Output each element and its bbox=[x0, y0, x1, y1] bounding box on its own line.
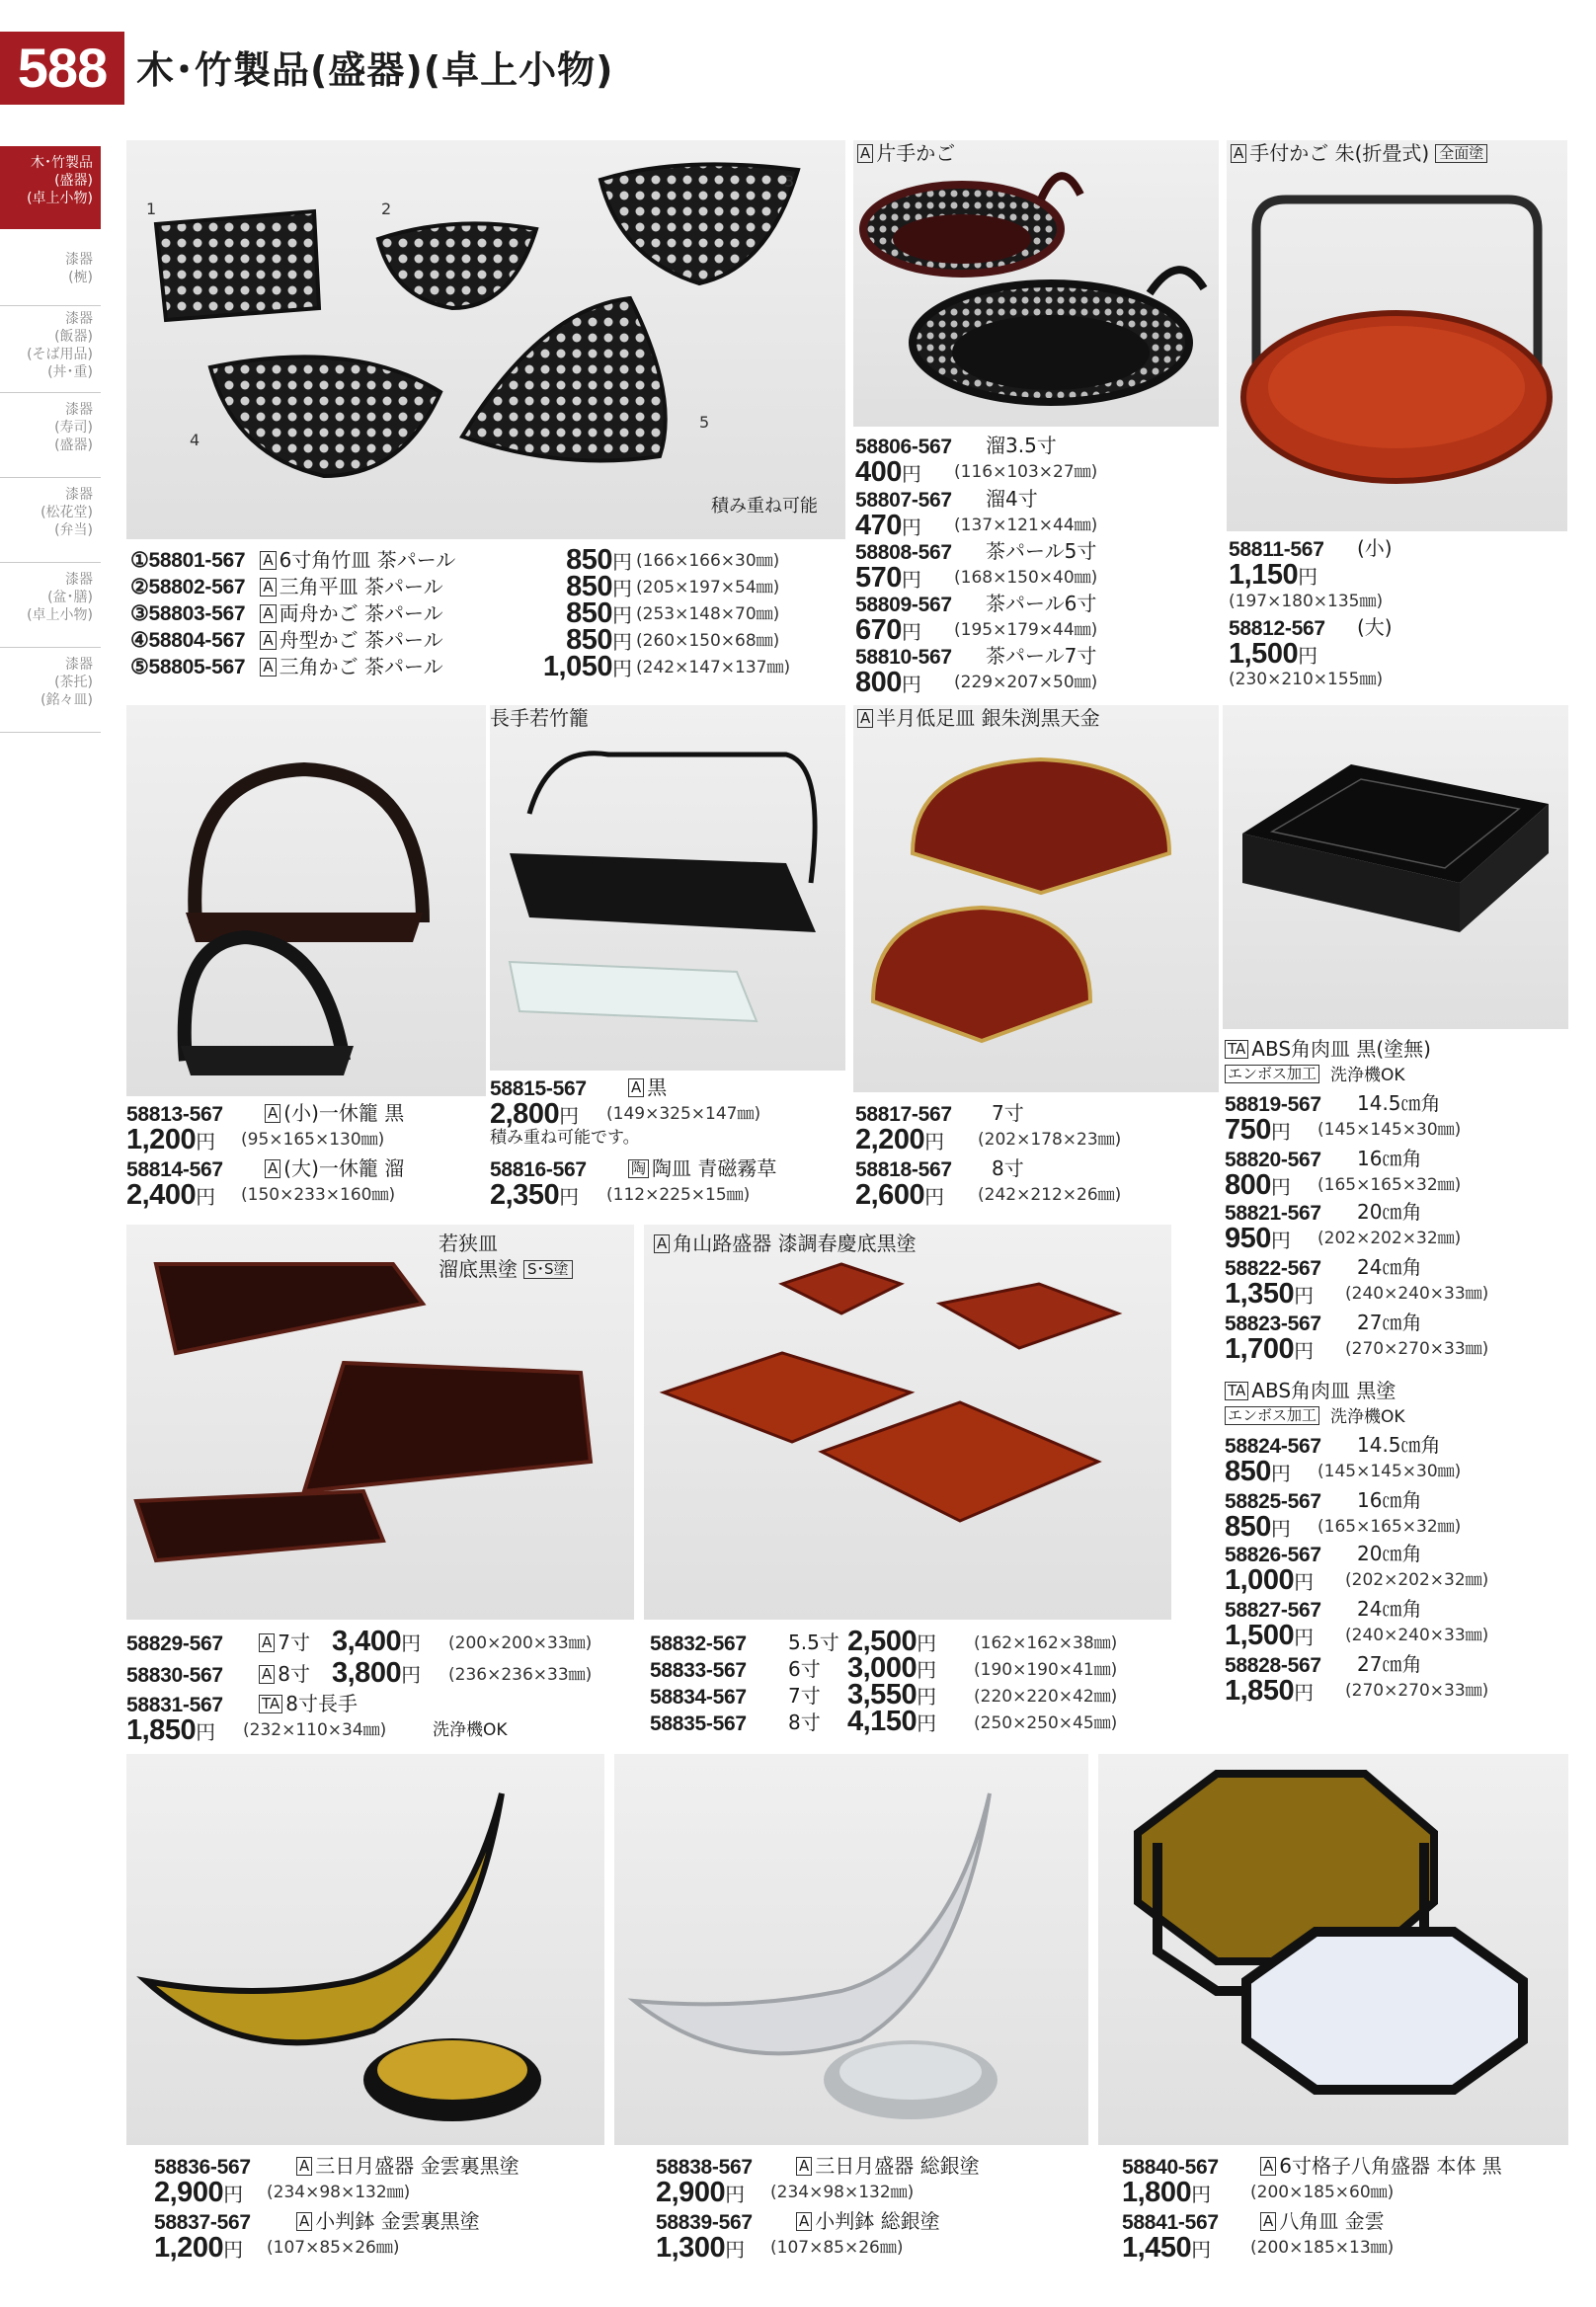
sidebar-label: (茶托) bbox=[54, 675, 93, 690]
product-price: 2,400円 bbox=[126, 1179, 216, 1211]
grade-tag: TA bbox=[259, 1695, 282, 1713]
sidebar-label: 漆器 bbox=[65, 402, 93, 418]
sidebar-label: 漆器 bbox=[65, 572, 93, 588]
caption-text: 半月低足皿 銀朱渕黒天金 bbox=[876, 706, 1100, 730]
product-desc: 溜4寸 bbox=[986, 487, 1038, 511]
sidebar-label: (卓上小物) bbox=[27, 191, 93, 206]
product-dim: (162×162×38㎜) bbox=[974, 1633, 1118, 1653]
grade-tag: A bbox=[259, 1665, 275, 1684]
grade-tag: A bbox=[260, 658, 276, 676]
product-dim: (168×150×40㎜) bbox=[954, 568, 1098, 588]
nagate-basket-photo bbox=[490, 705, 845, 1071]
product-code: 58823-567 bbox=[1225, 1313, 1321, 1335]
product-price: 1,200円 bbox=[126, 1124, 216, 1155]
product-dim: (112×225×15㎜) bbox=[606, 1185, 751, 1205]
product-price: 800円 bbox=[855, 667, 921, 698]
product-dim: (253×148×70㎜) bbox=[636, 604, 780, 624]
product-price: 400円 bbox=[855, 456, 921, 488]
photo-number: 4 bbox=[190, 431, 200, 449]
sidebar-label: (松花堂) bbox=[40, 505, 93, 520]
product-row bbox=[130, 603, 443, 624]
sidebar-label: (盆･膳) bbox=[47, 590, 93, 605]
abs-painted-features bbox=[1225, 1406, 1405, 1426]
product-code: 58828-567 bbox=[1225, 1654, 1321, 1677]
nagate-caption: 長手若竹籠 bbox=[490, 706, 589, 730]
product-row bbox=[130, 657, 443, 677]
product-desc: A 7寸 bbox=[259, 1632, 310, 1652]
product-code: 58814-567 bbox=[126, 1158, 223, 1181]
product-desc: 16㎝角 bbox=[1357, 1147, 1422, 1170]
grade-tag: A bbox=[1260, 2212, 1276, 2231]
product-desc: A (大)一休籠 溜 bbox=[265, 1158, 404, 1178]
product-desc: A 小判鉢 総銀塗 bbox=[796, 2211, 940, 2231]
product-note: 洗浄機OK bbox=[433, 1720, 508, 1740]
product-code: 58810-567 bbox=[855, 646, 952, 669]
product-dim: (165×165×32㎜) bbox=[1317, 1175, 1462, 1195]
product-code: 58829-567 bbox=[126, 1632, 223, 1655]
product-dim: (145×145×30㎜) bbox=[1317, 1462, 1462, 1481]
product-desc: 24㎝角 bbox=[1357, 1597, 1422, 1621]
product-desc: 6寸 bbox=[788, 1657, 821, 1681]
product-dim: (270×270×33㎜) bbox=[1345, 1681, 1489, 1701]
grade-tag: A bbox=[654, 1234, 670, 1253]
product-dim: (165×165×32㎜) bbox=[1317, 1517, 1462, 1537]
product-price: 850円 bbox=[1225, 1511, 1291, 1543]
product-dim: (232×110×34㎜) bbox=[243, 1720, 387, 1740]
product-code: 58841-567 bbox=[1122, 2211, 1219, 2234]
product-dim: (229×207×50㎜) bbox=[954, 673, 1098, 692]
product-code: 58813-567 bbox=[126, 1103, 223, 1126]
product-code: 58840-567 bbox=[1122, 2156, 1219, 2179]
product-code: ⑤58805-567 bbox=[130, 656, 246, 678]
grade-tag: A bbox=[260, 551, 276, 570]
product-code: 58830-567 bbox=[126, 1664, 223, 1687]
product-dim: (230×210×155㎜) bbox=[1229, 670, 1384, 689]
product-desc: A 舟型かご 茶パール bbox=[260, 628, 442, 652]
sidebar-item-wood-bamboo[interactable] bbox=[0, 146, 101, 229]
stackable-note: 積み重ね可能 bbox=[711, 496, 818, 517]
wash-note: 洗浄機OK bbox=[1330, 1407, 1405, 1427]
tetsuki-caption bbox=[1231, 140, 1487, 166]
katate-kago-photo bbox=[853, 140, 1219, 427]
product-dim: (202×178×23㎜) bbox=[978, 1130, 1122, 1150]
abs-unpainted-caption bbox=[1225, 1039, 1431, 1059]
product-desc: A 小判鉢 金雲裏黒塗 bbox=[296, 2211, 480, 2231]
grade-tag: A bbox=[857, 709, 873, 728]
product-desc: 溜3.5寸 bbox=[986, 434, 1057, 457]
product-code: 58815-567 bbox=[490, 1077, 587, 1100]
sidebar-item-lacquer-rice[interactable] bbox=[0, 306, 101, 393]
caption-text: 角山路盛器 漆調春慶底黒塗 bbox=[673, 1232, 917, 1255]
sidebar-item-lacquer-saucer[interactable] bbox=[0, 648, 101, 733]
product-dim: (197×180×135㎜) bbox=[1229, 592, 1384, 611]
photo-number: 5 bbox=[699, 413, 710, 432]
product-dim: (242×212×26㎜) bbox=[978, 1185, 1122, 1205]
product-dim: (95×165×130㎜) bbox=[241, 1130, 385, 1150]
sidebar-label: 漆器 bbox=[65, 311, 93, 327]
product-code: 58834-567 bbox=[650, 1686, 747, 1709]
sidebar-label: 漆器 bbox=[65, 657, 93, 673]
product-dim: (242×147×137㎜) bbox=[636, 658, 791, 677]
product-code: 58826-567 bbox=[1225, 1544, 1321, 1566]
product-code: 58818-567 bbox=[855, 1158, 952, 1181]
product-dim: (145×145×30㎜) bbox=[1317, 1120, 1462, 1140]
product-row bbox=[130, 550, 455, 571]
product-price: 1,000円 bbox=[1225, 1564, 1315, 1596]
sidebar-label: (銘々皿) bbox=[40, 692, 93, 708]
product-desc: A 6寸角竹皿 茶パール bbox=[260, 548, 455, 572]
product-desc: 8寸 bbox=[992, 1156, 1024, 1180]
page-title: 木･竹製品(盛器)(卓上小物) bbox=[136, 48, 614, 92]
product-code: ①58801-567 bbox=[130, 549, 246, 572]
product-code: 58825-567 bbox=[1225, 1490, 1321, 1513]
product-dim: (107×85×26㎜) bbox=[770, 2238, 904, 2258]
page-number: 588 bbox=[0, 32, 124, 105]
product-desc: 24㎝角 bbox=[1357, 1255, 1422, 1279]
product-desc: 14.5㎝角 bbox=[1357, 1433, 1441, 1457]
product-dim: (195×179×44㎜) bbox=[954, 620, 1098, 640]
product-price: 2,500円 bbox=[847, 1626, 937, 1657]
photo-number: 3 bbox=[784, 172, 795, 191]
abs-plate-photo bbox=[1223, 705, 1568, 1029]
product-desc: A 三角かご 茶パール bbox=[260, 655, 442, 678]
product-code: 58816-567 bbox=[490, 1158, 587, 1181]
photo-number: 1 bbox=[146, 199, 157, 218]
grade-tag: A bbox=[296, 2212, 312, 2231]
product-code: 58837-567 bbox=[154, 2211, 251, 2234]
product-code: 58832-567 bbox=[650, 1632, 747, 1655]
product-code: 58819-567 bbox=[1225, 1093, 1321, 1116]
product-dim: (202×202×32㎜) bbox=[1317, 1229, 1462, 1248]
product-price: 1,150円 bbox=[1229, 559, 1318, 591]
product-desc: A 八角皿 金雲 bbox=[1260, 2211, 1385, 2231]
product-code: 58839-567 bbox=[656, 2211, 753, 2234]
product-price: 2,800円 bbox=[490, 1098, 580, 1130]
product-price: 2,900円 bbox=[656, 2177, 746, 2208]
product-desc: 20㎝角 bbox=[1357, 1200, 1422, 1224]
emboss-tag: エンボス加工 bbox=[1225, 1065, 1319, 1083]
grade-tag: 陶 bbox=[628, 1159, 649, 1178]
product-dim: (202×202×32㎜) bbox=[1345, 1570, 1489, 1590]
grade-tag: A bbox=[259, 1633, 275, 1652]
product-code: 58833-567 bbox=[650, 1659, 747, 1682]
product-code: 58822-567 bbox=[1225, 1257, 1321, 1280]
product-dim: (166×166×30㎜) bbox=[636, 551, 780, 571]
product-desc: TA 8寸長手 bbox=[259, 1694, 358, 1713]
hakkaku-box-photo bbox=[1098, 1754, 1568, 2145]
product-code: 58807-567 bbox=[855, 489, 952, 512]
grade-tag: A bbox=[260, 631, 276, 650]
sidebar-item-lacquer-sushi[interactable] bbox=[0, 393, 101, 478]
product-desc: 7寸 bbox=[992, 1101, 1024, 1125]
product-dim: (150×233×160㎜) bbox=[241, 1185, 396, 1205]
product-code: 58806-567 bbox=[855, 436, 952, 458]
finish-tag: S･S塗 bbox=[523, 1260, 573, 1279]
product-dim: (234×98×132㎜) bbox=[267, 2183, 411, 2202]
product-price: 1,800円 bbox=[1122, 2177, 1212, 2208]
abs-painted-caption bbox=[1225, 1381, 1396, 1400]
product-dim: (250×250×45㎜) bbox=[974, 1713, 1118, 1733]
product-code: 58836-567 bbox=[154, 2156, 251, 2179]
sidebar-label: (盛器) bbox=[54, 173, 93, 189]
product-price: 3,800円 bbox=[332, 1657, 422, 1689]
wakasa-caption-2 bbox=[439, 1256, 573, 1282]
product-row bbox=[130, 630, 443, 651]
product-code: 58811-567 bbox=[1229, 538, 1324, 561]
product-desc: A 三角平皿 茶パール bbox=[260, 575, 442, 598]
product-price: 1,700円 bbox=[1225, 1333, 1315, 1365]
product-desc: A 8寸 bbox=[259, 1664, 310, 1684]
product-code: ④58804-567 bbox=[130, 629, 246, 652]
product-dim: (200×185×60㎜) bbox=[1250, 2183, 1395, 2202]
grade-tag: A bbox=[796, 2212, 812, 2231]
sidebar-label: (そば用品) bbox=[27, 347, 93, 362]
product-price: 4,150円 bbox=[847, 1706, 937, 1737]
caption-text: ABS角肉皿 黒塗 bbox=[1251, 1379, 1396, 1402]
product-desc: A 黒 bbox=[628, 1077, 667, 1097]
mikazuki-silver-photo bbox=[614, 1754, 1088, 2145]
sidebar-label: (丼･重) bbox=[47, 364, 93, 380]
grade-tag: A bbox=[628, 1078, 644, 1097]
product-code: 58820-567 bbox=[1225, 1149, 1321, 1171]
product-dim: (200×200×33㎜) bbox=[448, 1633, 593, 1653]
product-dim: (270×270×33㎜) bbox=[1345, 1339, 1489, 1359]
wakasa-plate-photo bbox=[126, 1225, 634, 1620]
product-desc: A 三日月盛器 金雲裏黒塗 bbox=[296, 2156, 519, 2176]
product-desc: 茶パール5寸 bbox=[986, 539, 1097, 563]
hangetsu-plate-photo bbox=[853, 705, 1219, 1092]
product-dim: (137×121×44㎜) bbox=[954, 516, 1098, 535]
sidebar-item-lacquer-bento[interactable] bbox=[0, 478, 101, 563]
product-note: 積み重ね可能です。 bbox=[490, 1128, 640, 1148]
mikazuki-gold-photo bbox=[126, 1754, 604, 2145]
product-desc: 20㎝角 bbox=[1357, 1542, 1422, 1565]
grade-tag: TA bbox=[1225, 1382, 1248, 1400]
product-price: 850円 bbox=[1225, 1456, 1291, 1487]
product-desc: 14.5㎝角 bbox=[1357, 1091, 1441, 1115]
product-price: 850円 bbox=[566, 624, 632, 656]
product-row bbox=[130, 577, 443, 597]
product-desc: 27㎝角 bbox=[1357, 1311, 1422, 1334]
product-desc: 茶パール6寸 bbox=[986, 592, 1097, 615]
caption-text: ABS角肉皿 黒(塗無) bbox=[1251, 1037, 1431, 1061]
product-price: 1,450円 bbox=[1122, 2232, 1212, 2264]
product-code: 58827-567 bbox=[1225, 1599, 1321, 1622]
sidebar-label: (盛器) bbox=[54, 438, 93, 453]
tetsuki-kago-photo bbox=[1227, 140, 1567, 531]
product-price: 2,350円 bbox=[490, 1179, 580, 1211]
product-desc: 5.5寸 bbox=[788, 1631, 839, 1654]
grade-tag: A bbox=[857, 144, 873, 163]
product-desc: 陶 陶皿 青磁霧草 bbox=[628, 1158, 776, 1178]
product-price: 950円 bbox=[1225, 1223, 1291, 1254]
photo-number: 2 bbox=[381, 199, 392, 218]
product-price: 3,550円 bbox=[847, 1679, 937, 1710]
sidebar-label: (寿司) bbox=[54, 420, 93, 436]
product-dim: (200×185×13㎜) bbox=[1250, 2238, 1395, 2258]
product-desc: 7寸 bbox=[788, 1684, 821, 1708]
product-price: 800円 bbox=[1225, 1169, 1291, 1201]
product-dim: (260×150×68㎜) bbox=[636, 631, 780, 651]
product-price: 1,500円 bbox=[1225, 1620, 1315, 1651]
product-desc: 茶パール7寸 bbox=[986, 644, 1097, 668]
bamboo-baskets-photo bbox=[126, 140, 845, 539]
product-code: 58817-567 bbox=[855, 1103, 952, 1126]
product-desc: 16㎝角 bbox=[1357, 1488, 1422, 1512]
product-dim: (240×240×33㎜) bbox=[1345, 1284, 1489, 1304]
product-price: 850円 bbox=[566, 597, 632, 629]
ikkyu-basket-photo bbox=[126, 705, 486, 1096]
sidebar-item-lacquer-tray[interactable] bbox=[0, 563, 101, 648]
product-desc: A 6寸格子八角盛器 本体 黒 bbox=[1260, 2156, 1502, 2176]
product-price: 2,600円 bbox=[855, 1179, 945, 1211]
product-price: 570円 bbox=[855, 562, 921, 594]
product-code: 58812-567 bbox=[1229, 617, 1325, 640]
product-price: 1,200円 bbox=[154, 2232, 244, 2264]
product-desc: A (小)一休籠 黒 bbox=[265, 1103, 404, 1123]
product-price: 670円 bbox=[855, 614, 921, 646]
grade-tag: A bbox=[296, 2157, 312, 2176]
hangetsu-caption bbox=[857, 705, 1100, 731]
katate-caption bbox=[857, 140, 955, 166]
grade-tag: A bbox=[260, 578, 276, 597]
sidebar-label: 漆器 bbox=[65, 252, 93, 268]
grade-tag: A bbox=[1231, 144, 1246, 163]
product-desc: A 両舟かご 茶パール bbox=[260, 601, 442, 625]
product-code: 58809-567 bbox=[855, 594, 952, 616]
emboss-tag: エンボス加工 bbox=[1225, 1406, 1319, 1425]
product-code: ③58803-567 bbox=[130, 602, 246, 625]
product-dim: (236×236×33㎜) bbox=[448, 1665, 593, 1685]
sidebar-label: (椀) bbox=[68, 270, 93, 285]
grade-tag: A bbox=[265, 1159, 280, 1178]
sidebar-item-lacquer-bowl[interactable] bbox=[0, 229, 101, 306]
product-price: 470円 bbox=[855, 510, 921, 541]
sidebar-label: 漆器 bbox=[65, 487, 93, 503]
product-desc: (小) bbox=[1357, 536, 1393, 560]
product-price: 1,500円 bbox=[1229, 638, 1318, 670]
wash-note: 洗浄機OK bbox=[1330, 1066, 1405, 1085]
finish-tag: 全面塗 bbox=[1435, 144, 1487, 163]
product-code: ②58802-567 bbox=[130, 576, 246, 598]
grade-tag: A bbox=[265, 1104, 280, 1123]
sidebar-label: (飯器) bbox=[54, 329, 93, 345]
grade-tag: TA bbox=[1225, 1040, 1248, 1059]
product-price: 1,850円 bbox=[126, 1714, 216, 1746]
product-dim: (149×325×147㎜) bbox=[606, 1104, 761, 1124]
product-code: 58808-567 bbox=[855, 541, 952, 564]
product-code: 58821-567 bbox=[1225, 1202, 1321, 1225]
kakusanji-caption bbox=[654, 1231, 917, 1256]
product-desc: 8寸 bbox=[788, 1710, 821, 1734]
product-code: 58835-567 bbox=[650, 1712, 747, 1735]
product-desc: (大) bbox=[1357, 615, 1393, 639]
caption-text: 片手かご bbox=[876, 141, 956, 165]
product-code: 58838-567 bbox=[656, 2156, 753, 2179]
product-dim: (190×190×41㎜) bbox=[974, 1660, 1118, 1680]
product-price: 750円 bbox=[1225, 1114, 1291, 1146]
product-price: 850円 bbox=[566, 544, 632, 576]
product-dim: (220×220×42㎜) bbox=[974, 1687, 1118, 1707]
caption-text: 溜底黒塗 bbox=[439, 1257, 518, 1281]
product-price: 1,300円 bbox=[656, 2232, 746, 2264]
product-dim: (107×85×26㎜) bbox=[267, 2238, 400, 2258]
product-code: 58831-567 bbox=[126, 1694, 223, 1716]
product-price: 1,850円 bbox=[1225, 1675, 1315, 1707]
product-desc: A 三日月盛器 総銀塗 bbox=[796, 2156, 980, 2176]
grade-tag: A bbox=[260, 604, 276, 623]
product-code: 58824-567 bbox=[1225, 1435, 1321, 1458]
product-price: 3,000円 bbox=[847, 1652, 937, 1684]
kakusanji-tray-photo bbox=[644, 1225, 1171, 1620]
sidebar-label: (弁当) bbox=[54, 522, 93, 538]
product-price: 2,900円 bbox=[154, 2177, 244, 2208]
caption-text: 手付かご 朱(折畳式) bbox=[1249, 141, 1430, 165]
product-dim: (116×103×27㎜) bbox=[954, 462, 1098, 482]
product-price: 1,050円 bbox=[542, 651, 632, 682]
product-price: 850円 bbox=[566, 571, 632, 602]
product-dim: (234×98×132㎜) bbox=[770, 2183, 915, 2202]
sidebar-label: (卓上小物) bbox=[27, 607, 93, 623]
product-desc: 27㎝角 bbox=[1357, 1652, 1422, 1676]
category-sidebar bbox=[0, 146, 101, 733]
grade-tag: A bbox=[796, 2157, 812, 2176]
wakasa-caption-1: 若狭皿 bbox=[439, 1232, 498, 1255]
product-dim: (240×240×33㎜) bbox=[1345, 1626, 1489, 1645]
sidebar-label: 木･竹製品 bbox=[31, 155, 93, 171]
product-price: 2,200円 bbox=[855, 1124, 945, 1155]
product-price: 3,400円 bbox=[332, 1626, 422, 1657]
grade-tag: A bbox=[1260, 2157, 1276, 2176]
abs-unpainted-features bbox=[1225, 1065, 1405, 1084]
product-dim: (205×197×54㎜) bbox=[636, 578, 780, 597]
product-price: 1,350円 bbox=[1225, 1278, 1315, 1310]
